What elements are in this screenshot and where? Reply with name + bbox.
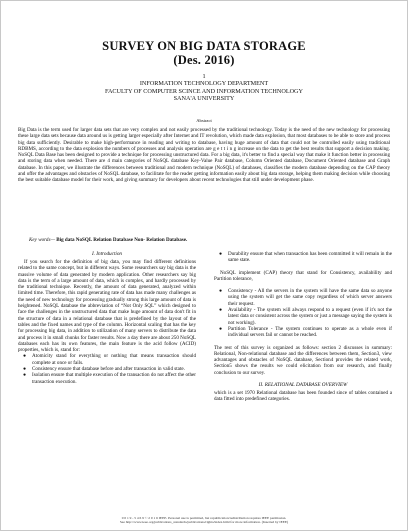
intro-paragraph: If you search for the definition of big data, you may find different definitions related to the same concept, but in different ways. Some researchers say big data is the massive volume of data generated by modern application. Other researchers say big data is the term of a large amount of data, which is complex, and hardly processed by the traditional technique. Recently, the amount of data generated, analyzed within limited time. Therefore, this rapid generating rate of data has made many challenges as the need of new technology for processing gradually strong this large amount of data is heightened. NoSQL database the abbreviation of “Not Only SQL” which designed to face the challenges in the unstructured data that make huge amount of data don't fit in the structure of data in a relational database that is predefined by the layout of the tables and the fixed names and type of the column. Horizontal scaling that has the key for processing big data, in addition to utilization of many servers to distribute the data and process it in small chunks for faster results. Now a day there are about 250 NoSQL databases each has its own features, the main feature is the acid follow (ACID) properties, which is, stand for: — [18, 259, 196, 354]
affiliation-line: FACULTY OF COMPUTER SCINCE AND INFORMATION TECHNOLOGY — [104, 87, 303, 95]
section-heading-relational: II. RELATIONAL DATABASE OVERVIEW — [258, 382, 348, 389]
cap-intro-paragraph: NoSQL implement (CAP) theory that stand for Consistency, availability and Partition tolerance, — [214, 269, 392, 282]
keywords-text: Big data NoSQL Relation Database Non- Relation Database. — [56, 237, 188, 243]
affiliation-line: 1 — [202, 73, 206, 80]
list-item: ● Consistency ensure that database before and after transaction in valid state. — [23, 366, 185, 373]
bullet-icon: ● — [219, 307, 223, 314]
right-column — [214, 251, 392, 403]
bullet-icon: ● — [219, 251, 223, 257]
affiliation-line: INFORMATION TECHNOLOGY DEPARTMENT — [139, 80, 269, 88]
bullet-icon: ● — [23, 366, 27, 373]
left-column — [18, 251, 196, 385]
bullet-icon: ● — [219, 288, 223, 295]
paper-title — [1, 39, 407, 67]
list-item: ● Isolation ensure that multiple execution of the transaction do not affect the other transaction execution. — [23, 372, 196, 385]
list-item: ● Durability ensure that when transaction has been committed it will remain in the same state. — [219, 251, 392, 264]
bullet-icon: ● — [23, 372, 27, 379]
copyright-footer — [31, 516, 377, 525]
abstract-text: Big Data is the term used for larger data sets that are very complex and not easily processed by the traditional technology. Today is the need of the new technology for processing these large data sets because data around us is getting larger especially after Internet and IT revolution, which made data explosion, that most databases to be able to store and process big data sufficiently. Desirable to make high-performance in reading and writing to database, having huge amount of data that could not be controlled easily using traditional RDBMS, according to the data explosion the numbers of processes and analysis operation are g e t t i n g increase on the data to get the best results that support a decision making. NoSQL Data Base has been designed to provide a technique for processing unstructured data. For a big data, it's better to find a special way that make it function better in processing and storing data when needed. There are 4 main categories of NoSQL database Key-Value Pair database, Column Oriented database, Document Oriented database and Graph database. In this paper, we illustrate the differences between traditional and modern technique (NoSQL) of databases, classifies the modern database depending on the CAP theory and offer the advantages and obstacles of NoSQL database, to facilitate for the reader getting information easily about big data storage, helping them making decision while choosing the best suitable database model for their work, and giving summary for developers about recent technologies that still under development phase. — [18, 127, 390, 184]
cap-list — [214, 288, 392, 338]
relational-paragraph: which is a set 1970 Relational database has been founded since of tables contained a data fitted into predefined categories. — [214, 390, 392, 403]
list-item: ● Availability - The system will always respond to a request (even if it's not the latest data or consistent across the system or just a message saying the system is not working). — [219, 307, 392, 326]
footer-line: 0 0 1 9 - 5 4 6 9 © 2 0 1 6 IEEE. Personal use is permitted, but republication/redistribution requires IEEE permission. — [121, 516, 287, 520]
affiliation-block — [1, 73, 407, 103]
title-line-2: (Des. 2016) — [173, 53, 235, 67]
keywords-line — [29, 237, 390, 243]
list-item: ● Consistency - All the servers in the system will have the same data so anyone using the system will get the same copy regardless of which server answers their request. — [219, 288, 392, 307]
list-item: ● Partition Tolerance - The system continues to operate as a whole even if individual servers fail or cannot be reached. — [219, 325, 392, 339]
abstract-heading: Abstract — [196, 118, 212, 123]
keywords-label: Key words— — [29, 237, 55, 243]
title-line-1: SURVEY ON BIG DATA STORAGE — [102, 39, 306, 53]
list-item: ● Atomicity stand for everything or nothing that means transaction should complete at once or fails. — [23, 353, 196, 366]
organization-paragraph: The rest of this survey is organized as follows: section 2 discusses in summary: Relational, Non-relational database and the differences between them, Section3, view advantages and obstacles of NoSQL database, Section4 provides the related work, Section5 shows the results we could elicitation from our research, and finally conclusion to our survey. — [214, 344, 392, 376]
footer-line: See http://www.ieee.org/publications_standards/publications/rights/index.html for more information. (Inserted by IEEE) — [119, 520, 289, 525]
acid-list — [18, 353, 196, 384]
durability-list — [214, 251, 392, 264]
affiliation-line: SANA'A UNIVERSITY — [173, 95, 235, 103]
bullet-icon: ● — [219, 325, 223, 332]
bullet-icon: ● — [23, 353, 27, 360]
section-heading-introduction: I. Introduction — [91, 251, 123, 257]
